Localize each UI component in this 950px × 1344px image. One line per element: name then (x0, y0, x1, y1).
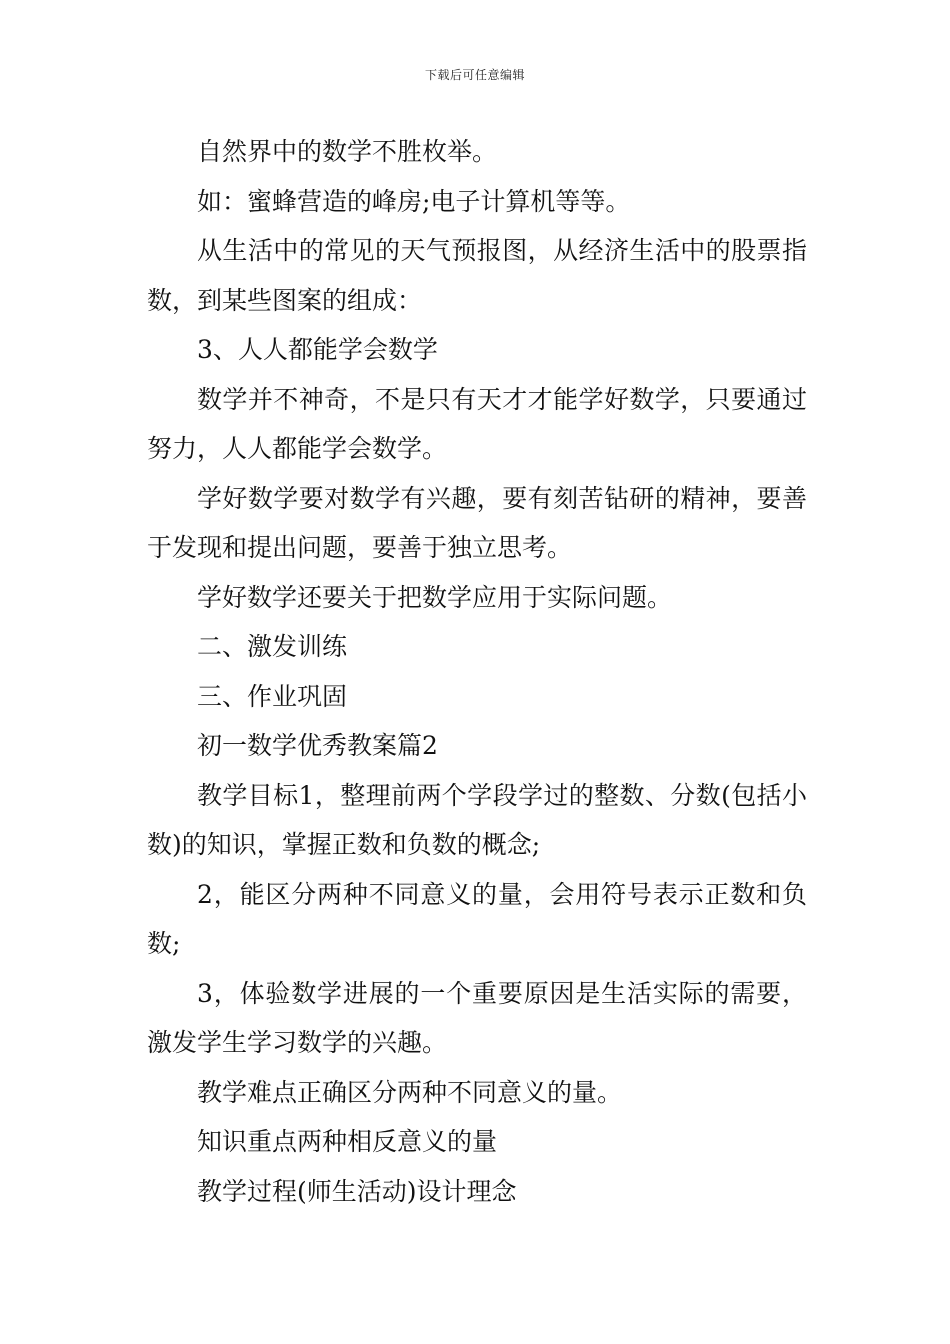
paragraph: 数学并不神奇，不是只有天才才能学好数学，只要通过努力，人人都能学会数学。 (147, 384, 807, 463)
paragraph: 3，体验数学进展的一个重要原因是生活实际的需要，激发学生学习数学的兴趣。 (147, 978, 807, 1057)
paragraph: 教学过程(师生活动)设计理念 (197, 1176, 517, 1206)
paragraph: 学好数学还要关于把数学应用于实际问题。 (197, 582, 673, 612)
paragraph: 教学目标1，整理前两个学段学过的整数、分数(包括小数)的知识，掌握正数和负数的概念; (147, 780, 807, 859)
paragraph: 2，能区分两种不同意义的量，会用符号表示正数和负数; (147, 879, 807, 958)
paragraph: 从生活中的常见的天气预报图，从经济生活中的股票指数，到某些图案的组成： (147, 236, 807, 315)
paragraph: 知识重点两种相反意义的量 (197, 1127, 498, 1156)
paragraph: 如：蜜蜂营造的峰房;电子计算机等等。 (197, 186, 631, 216)
page-header-note: 下载后可任意编辑 (424, 68, 525, 82)
paragraph: 学好数学要对数学有兴趣，要有刻苦钻研的精神，要善于发现和提出问题，要善于独立思考。 (147, 483, 807, 562)
paragraph: 自然界中的数学不胜枚举。 (197, 137, 498, 166)
section-heading: 三、作业巩固 (197, 681, 348, 711)
paragraph: 教学难点正确区分两种不同意义的量。 (197, 1077, 623, 1107)
article-title: 初一数学优秀教案篇2 (197, 731, 438, 760)
document-body (147, 127, 807, 1216)
section-heading: 3、人人都能学会数学 (197, 335, 438, 364)
section-heading: 二、激发训练 (197, 632, 348, 661)
